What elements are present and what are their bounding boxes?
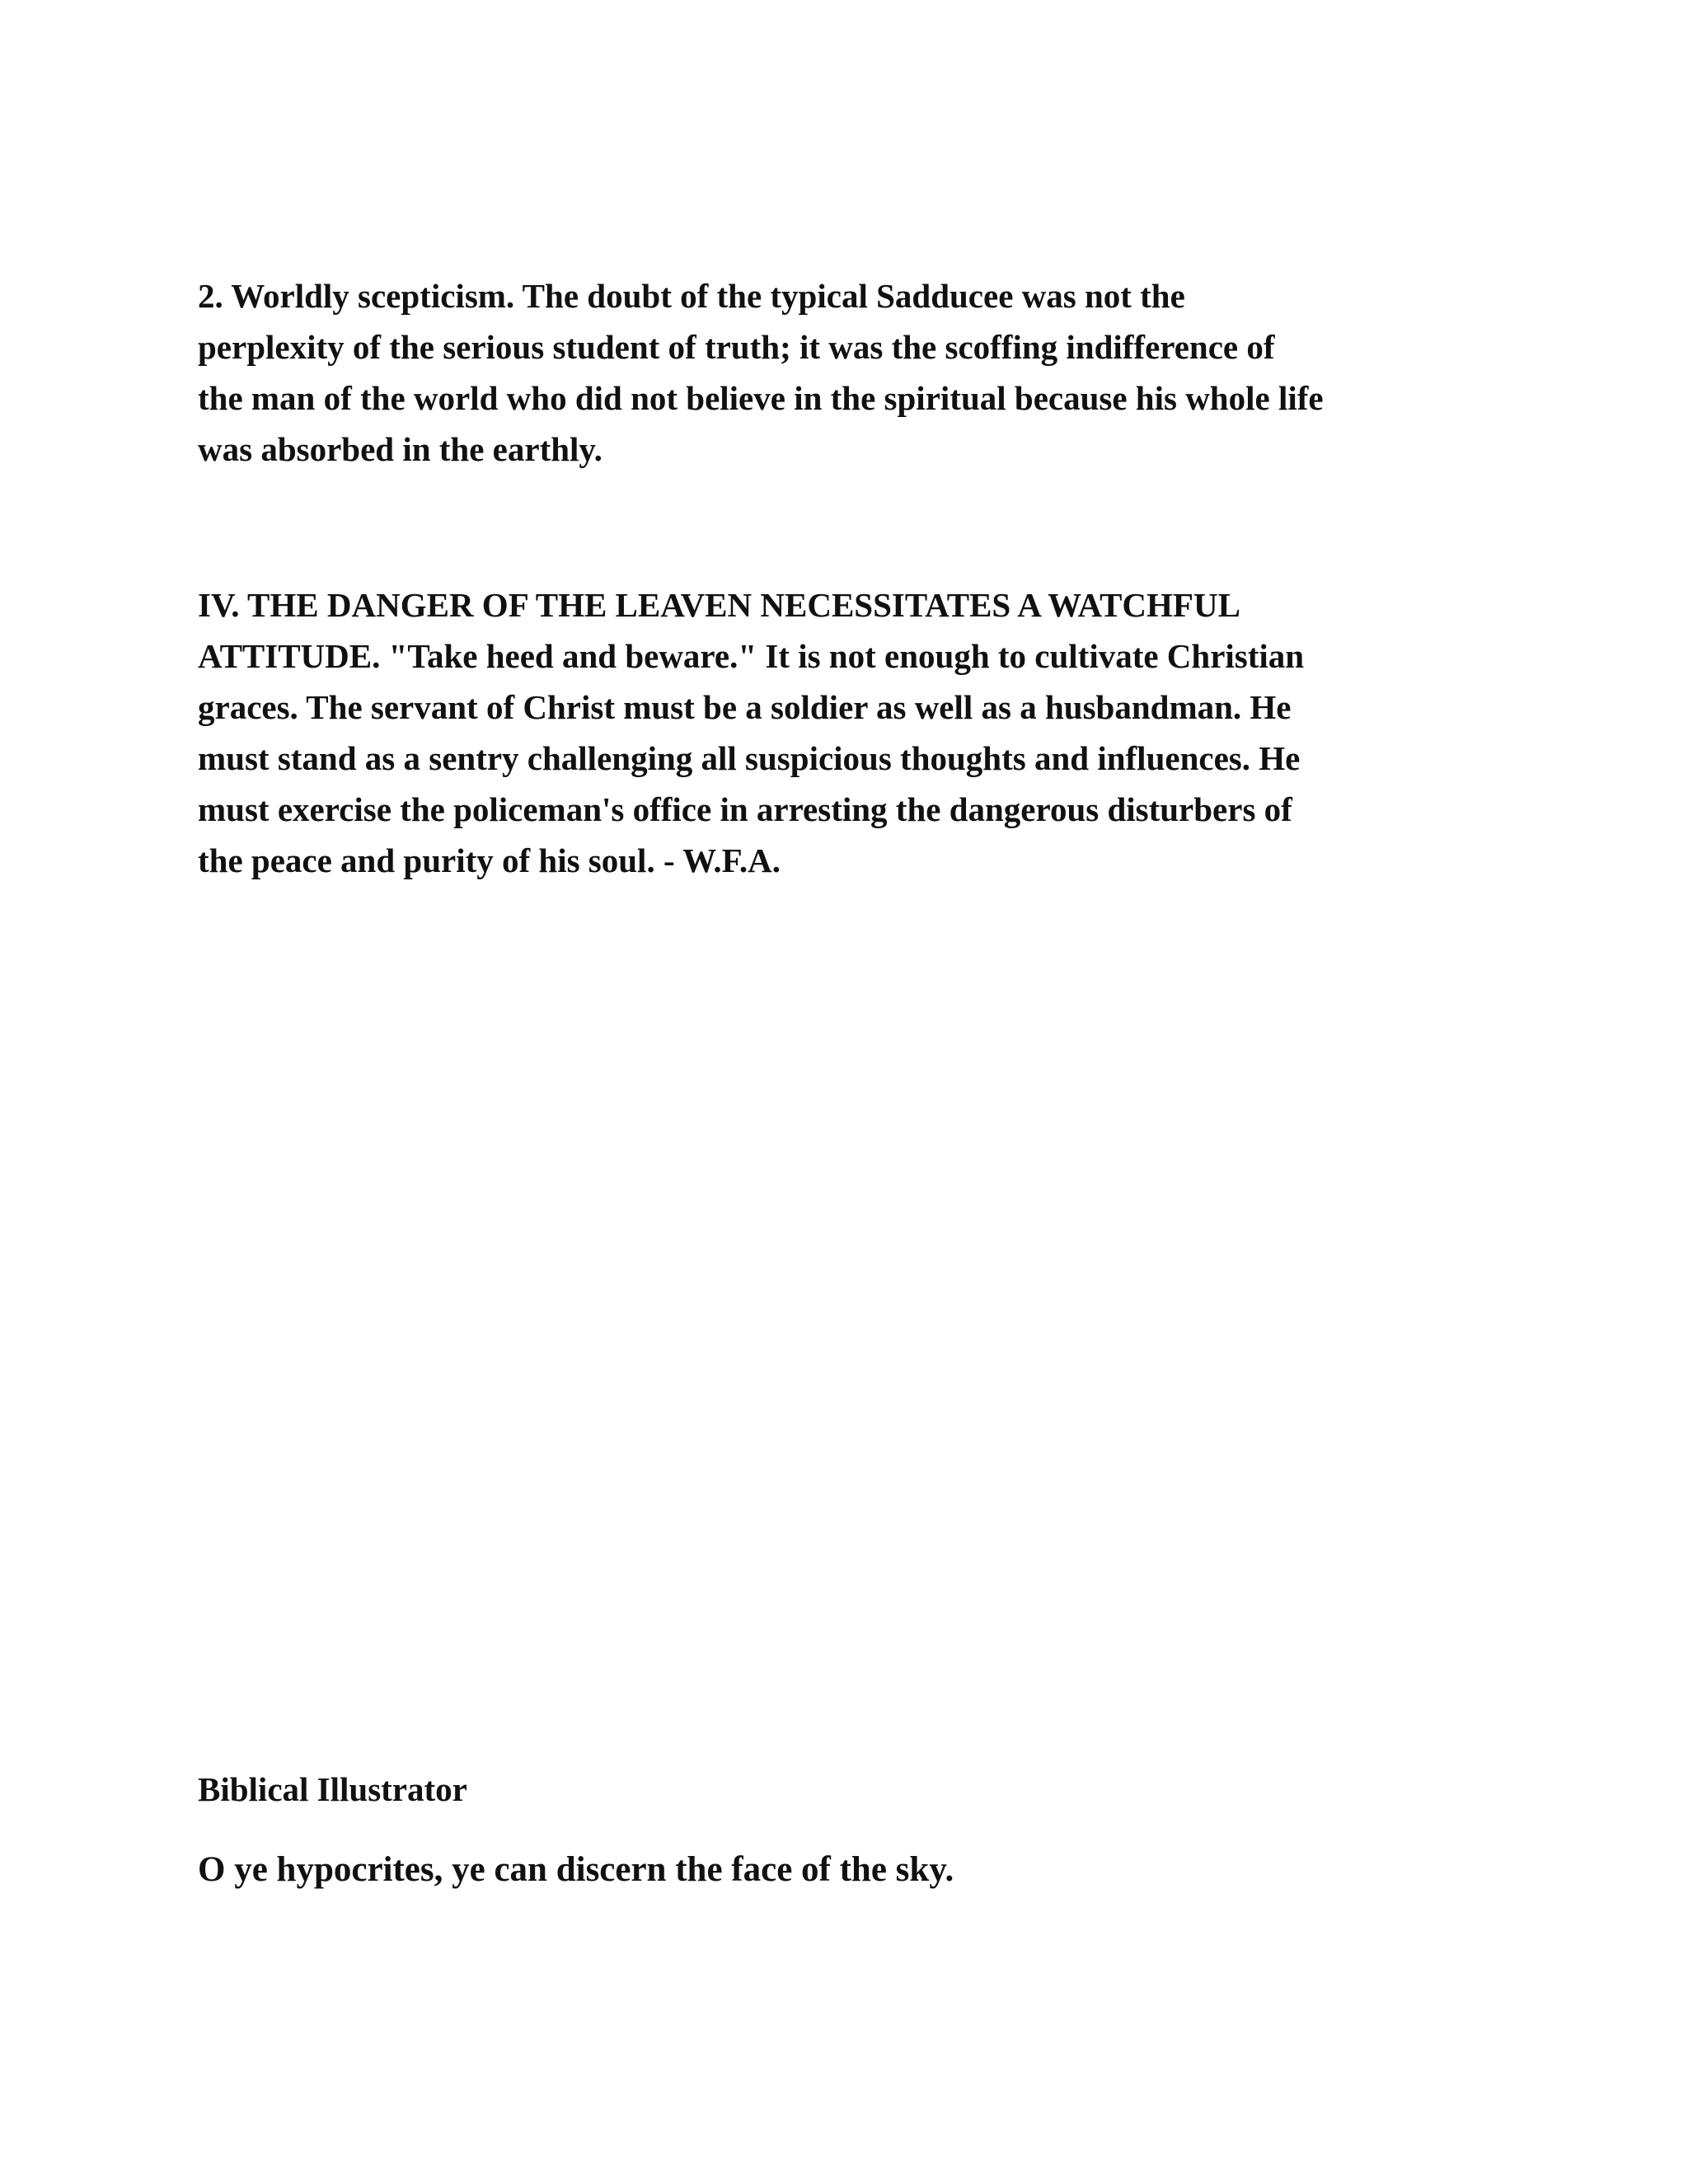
text-line: IV. THE DANGER OF THE LEAVEN NECESSITATES A WATCHFUL bbox=[198, 586, 1240, 624]
text-line: graces. The servant of Christ must be a soldier as well as a husbandman. He bbox=[198, 688, 1292, 726]
verse-heading bbox=[198, 1844, 1500, 1896]
text-line: must exercise the policeman's office in arresting the dangerous disturbers of bbox=[198, 790, 1292, 828]
source-heading bbox=[198, 1764, 1500, 1815]
verse-heading-text: O ye hypocrites, ye can discern the face of the sky. bbox=[198, 1850, 954, 1889]
paragraph-worldly-scepticism bbox=[198, 270, 1500, 475]
text-line: ATTITUDE. "Take heed and beware." It is not enough to cultivate Christian bbox=[198, 637, 1305, 675]
text-line: the man of the world who did not believe in the spiritual because his whole life bbox=[198, 379, 1324, 417]
text-line: must stand as a sentry challenging all suspicious thoughts and influences. He bbox=[198, 739, 1301, 777]
text-line: perplexity of the serious student of truth; it was the scoffing indifference of bbox=[198, 328, 1275, 366]
text-line: the peace and purity of his soul. - W.F.A. bbox=[198, 841, 781, 879]
text-line: 2. Worldly scepticism. The doubt of the typical Sadducee was not the bbox=[198, 277, 1185, 315]
source-heading-text: Biblical Illustrator bbox=[198, 1770, 467, 1808]
text-line: was absorbed in the earthly. bbox=[198, 430, 603, 468]
paragraph-danger-of-leaven bbox=[198, 579, 1500, 886]
